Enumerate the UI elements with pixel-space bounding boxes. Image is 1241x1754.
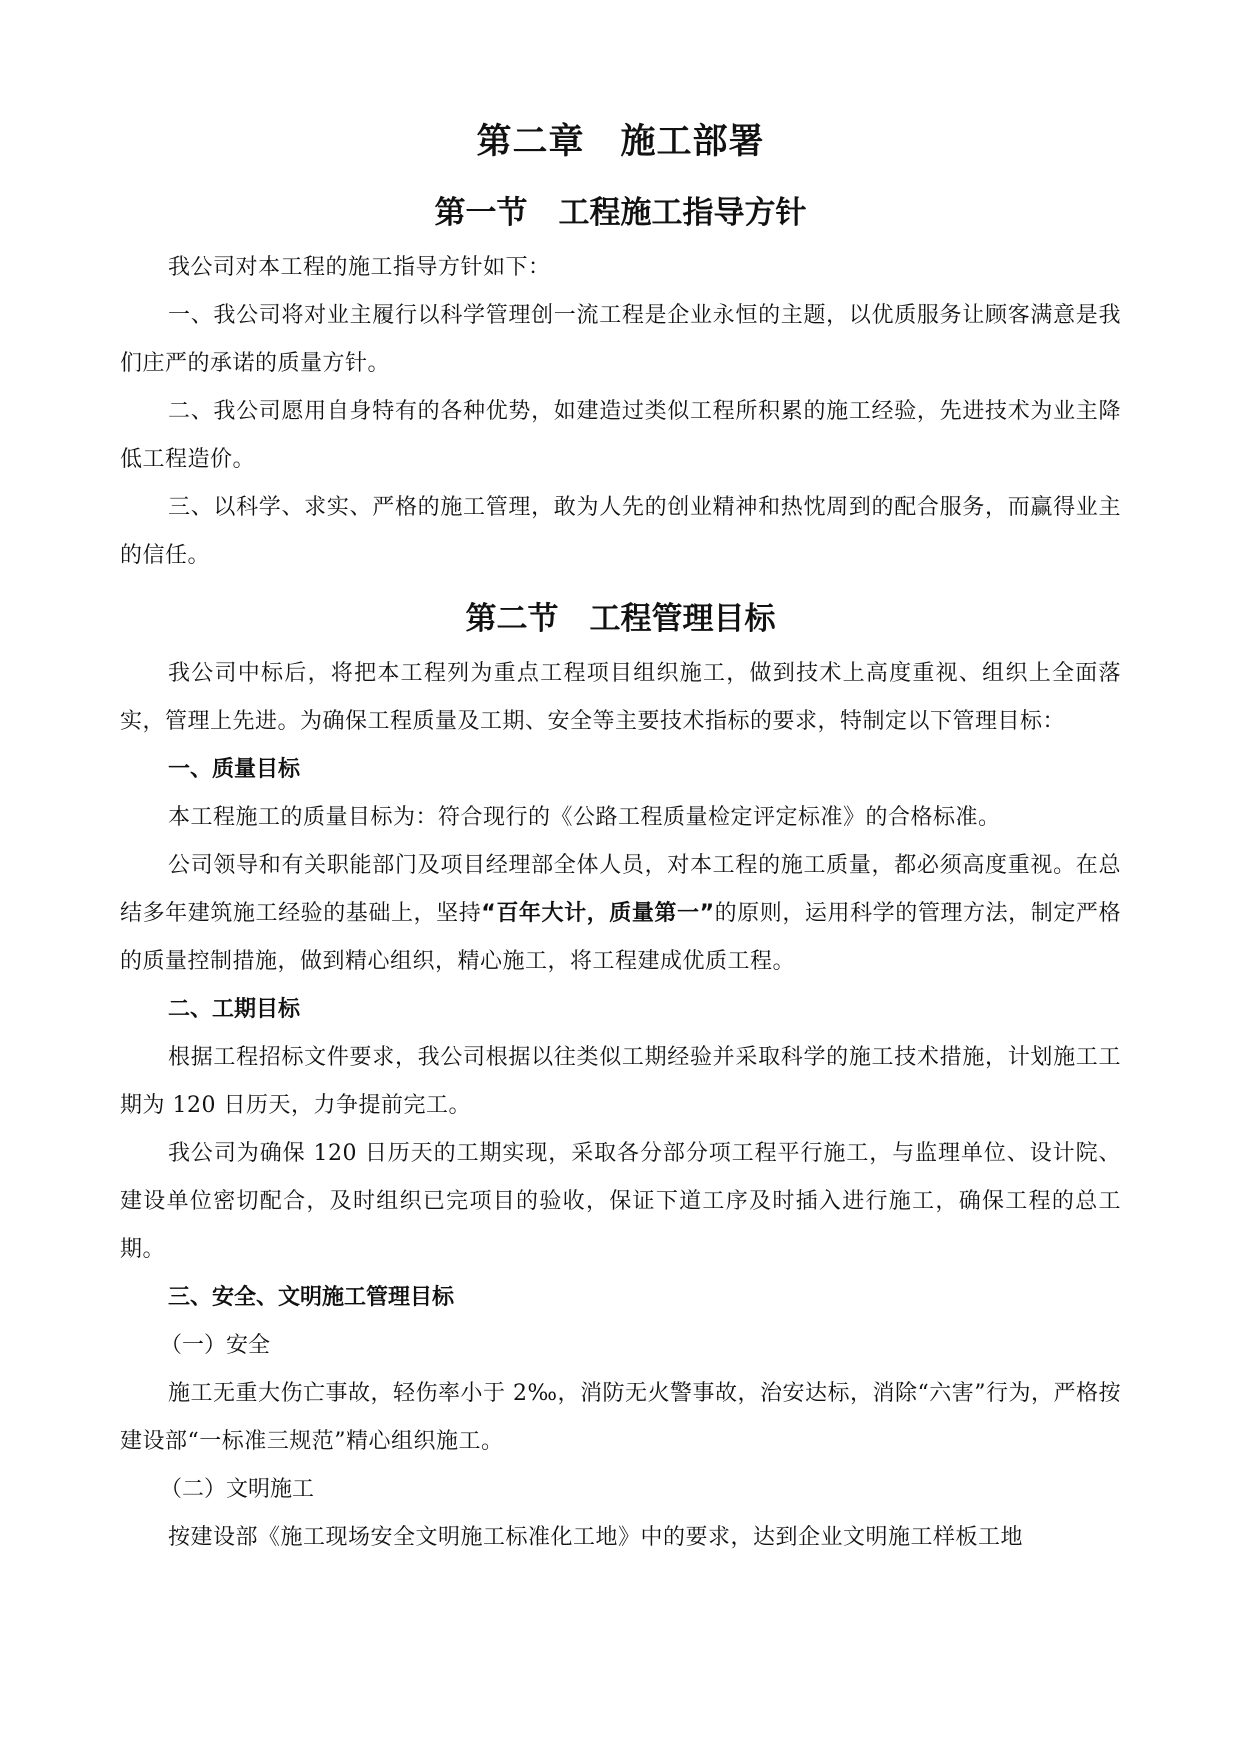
section2-intro: 我公司中标后，将把本工程列为重点工程项目组织施工，做到技术上高度重视、组织上全面落实，管理上先进。为确保工程质量及工期、安全等主要技术指标的要求，特制定以下管理目标： — [120, 661, 1121, 734]
quality-paragraph-1: 本工程施工的质量目标为：符合现行的《公路工程质量检定评定标准》的合格标准。 — [168, 805, 1001, 830]
schedule-paragraph-1: 根据工程招标文件要求，我公司根据以往类似工期经验并采取科学的施工技术措施，计划施工工期为 120 日历天，力争提前完工。 — [120, 1045, 1121, 1118]
safety-sub1-text: 施工无重大伤亡事故，轻伤率小于 2‰，消防无火警事故，治安达标，消除“六害”行为，严格按建设部“一标准三规范”精心组织施工。 — [120, 1381, 1122, 1454]
section1-title: 第一节 工程施工指导方针 — [434, 195, 807, 231]
section1-item-3: 三、以科学、求实、严格的施工管理，敢为人先的创业精神和热忱周到的配合服务，而赢得业主的信任。 — [120, 495, 1121, 568]
quality-p2-emphasis: “百年大计，质量第一” — [481, 901, 715, 926]
quality-p2-after: 的原则，运用科学的管理方法，制定严格的质量控制措施，做到精心组织，精心施工，将工程建成优质工程。 — [120, 901, 1121, 974]
quality-p2-before: 公司领导和有关职能部门及项目经理部全体人员，对本工程的施工质量，都必须高度重视。在总结多年建筑施工经验的基础上，坚持 — [120, 853, 1121, 926]
safety-sub2-text: 按建设部《施工现场安全文明施工标准化工地》中的要求，达到企业文明施工样板工地 — [168, 1525, 1024, 1550]
chapter-title: 第二章 施工部署 — [476, 122, 765, 162]
quality-paragraph-2 — [120, 842, 1121, 986]
schedule-paragraph-2: 我公司为确保 120 日历天的工期实现，采取各分部分项工程平行施工，与监理单位、设计院、建设单位密切配合，及时组织已完项目的验收，保证下道工序及时插入进行施工，确保工程的总工期。 — [120, 1141, 1121, 1262]
section2-title: 第二节 工程管理目标 — [465, 601, 776, 637]
section1-item-1: 一、我公司将对业主履行以科学管理创一流工程是企业永恒的主题，以优质服务让顾客满意是我们庄严的承诺的质量方针。 — [120, 303, 1121, 376]
schedule-heading: 二、工期目标 — [168, 997, 301, 1022]
section1-intro: 我公司对本工程的施工指导方针如下： — [168, 255, 551, 280]
safety-sub1-heading: （一）安全 — [160, 1333, 271, 1358]
safety-sub2-heading: （二）文明施工 — [160, 1477, 315, 1502]
safety-heading: 三、安全、文明施工管理目标 — [168, 1285, 455, 1310]
quality-heading: 一、质量目标 — [168, 757, 301, 782]
section1-item-2: 二、我公司愿用自身特有的各种优势，如建造过类似工程所积累的施工经验，先进技术为业主降低工程造价。 — [120, 399, 1121, 472]
